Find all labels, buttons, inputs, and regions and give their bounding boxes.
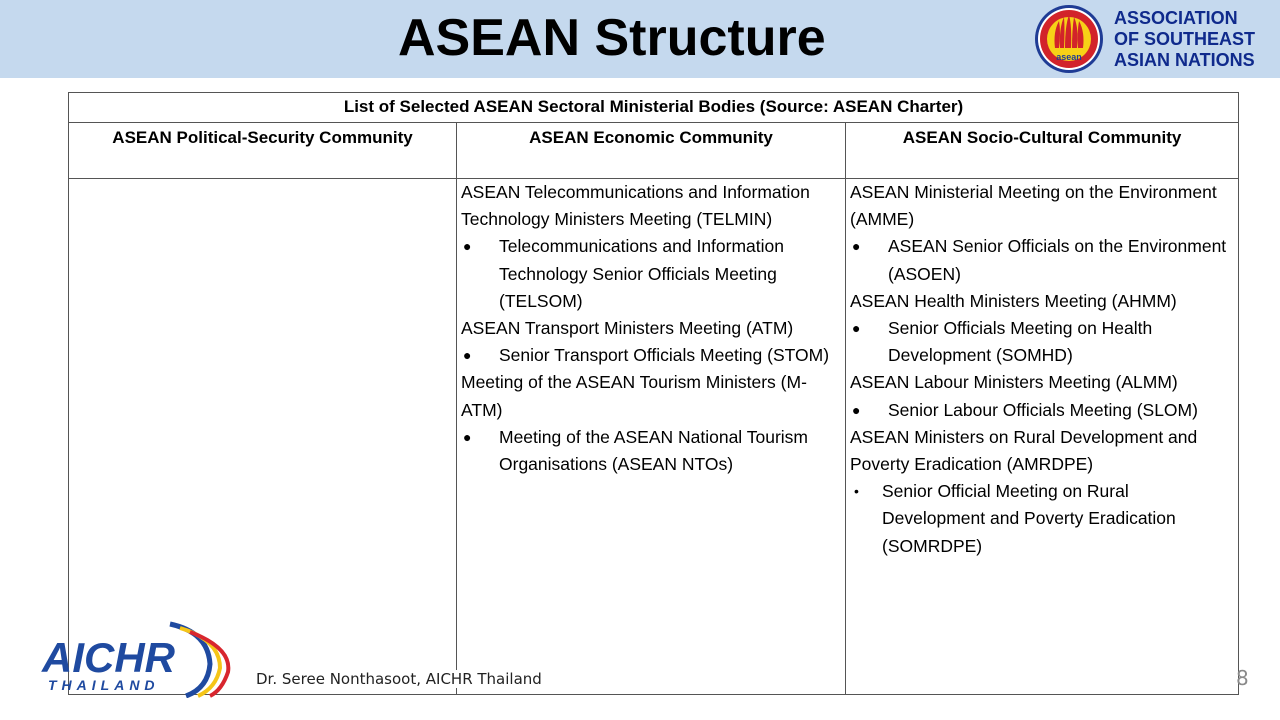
bullet-icon: ● [463, 347, 472, 364]
ministerial-body: ASEAN Telecommunications and Information Technology Ministers Meeting (TELMIN) [461, 182, 810, 230]
economic-cell [457, 179, 846, 695]
bullet-icon: ● [852, 401, 861, 418]
asean-logo-text: asean [1056, 52, 1082, 62]
list-item [850, 369, 1236, 423]
socio-cultural-cell [846, 179, 1239, 695]
table-body-row [69, 179, 1239, 695]
ministerial-bodies-table [68, 92, 1239, 695]
senior-officials-item [850, 397, 1236, 424]
org-name-line-3: ASIAN NATIONS [1114, 50, 1255, 70]
column-header-political-security: ASEAN Political-Security Community [69, 123, 457, 179]
list-item [850, 288, 1236, 370]
senior-officials-item [850, 233, 1236, 287]
senior-officials-body: Senior Officials Meeting on Health Development (SOMHD) [888, 318, 1153, 366]
table-header-row [69, 123, 1239, 179]
list-item [461, 179, 843, 315]
ministerial-body: ASEAN Ministerial Meeting on the Environment (AMME) [850, 182, 1217, 230]
senior-officials-body: Telecommunications and Information Technology Senior Officials Meeting (TELSOM) [499, 236, 785, 311]
senior-officials-body: Meeting of the ASEAN National Tourism Organisations (ASEAN NTOs) [499, 426, 809, 475]
senior-officials-item [461, 233, 843, 315]
org-name-line-1: ASSOCIATION [1114, 8, 1238, 28]
list-item [461, 315, 843, 369]
slide-title: ASEAN Structure [398, 9, 826, 67]
ministerial-body: Meeting of the ASEAN Tourism Ministers (M-ATM) [461, 372, 807, 420]
ministerial-body: ASEAN Transport Ministers Meeting (ATM) [461, 318, 794, 339]
organization-name [1114, 8, 1274, 71]
senior-officials-body: Senior Transport Officials Meeting (STOM) [499, 345, 830, 366]
bullet-icon: ● [463, 238, 472, 255]
list-item [461, 369, 843, 478]
ministerial-body: ASEAN Labour Ministers Meeting (ALMM) [850, 372, 1178, 393]
senior-officials-item [850, 315, 1236, 369]
bullet-icon: • [854, 483, 859, 500]
column-header-socio-cultural: ASEAN Socio-Cultural Community [846, 123, 1239, 179]
slide-number: 8 [1236, 666, 1249, 690]
senior-officials-body: Senior Labour Officials Meeting (SLOM) [888, 399, 1198, 420]
column-header-economic: ASEAN Economic Community [457, 123, 846, 179]
bullet-icon: ● [852, 238, 861, 255]
list-item [850, 179, 1236, 288]
table-caption-row [69, 93, 1239, 123]
ministerial-body: ASEAN Health Ministers Meeting (AHMM) [850, 290, 1177, 311]
bullet-icon: ● [852, 320, 861, 337]
senior-officials-item [461, 342, 843, 369]
asean-emblem-icon [1034, 4, 1104, 74]
aichr-thailand-logo [40, 618, 240, 698]
senior-officials-body: ASEAN Senior Officials on the Environment (ASOEN) [888, 236, 1227, 284]
footer-credit: Dr. Seree Nonthasoot, AICHR Thailand [256, 670, 542, 688]
bullet-icon: ● [463, 428, 472, 445]
aichr-logo-text: AICHR [42, 634, 175, 681]
table-caption: List of Selected ASEAN Sectoral Ministerial Bodies (Source: ASEAN Charter) [69, 93, 1239, 123]
senior-officials-item [461, 424, 843, 478]
senior-officials-item [850, 478, 1236, 560]
aichr-logo-subtext: THAILAND [48, 677, 160, 693]
list-item [850, 424, 1236, 560]
ministerial-body: ASEAN Ministers on Rural Development and Poverty Eradication (AMRDPE) [850, 426, 1198, 475]
senior-officials-body: Senior Official Meeting on Rural Development and Poverty Eradication (SOMRDPE) [882, 481, 1176, 556]
org-name-line-2: OF SOUTHEAST [1114, 29, 1256, 49]
